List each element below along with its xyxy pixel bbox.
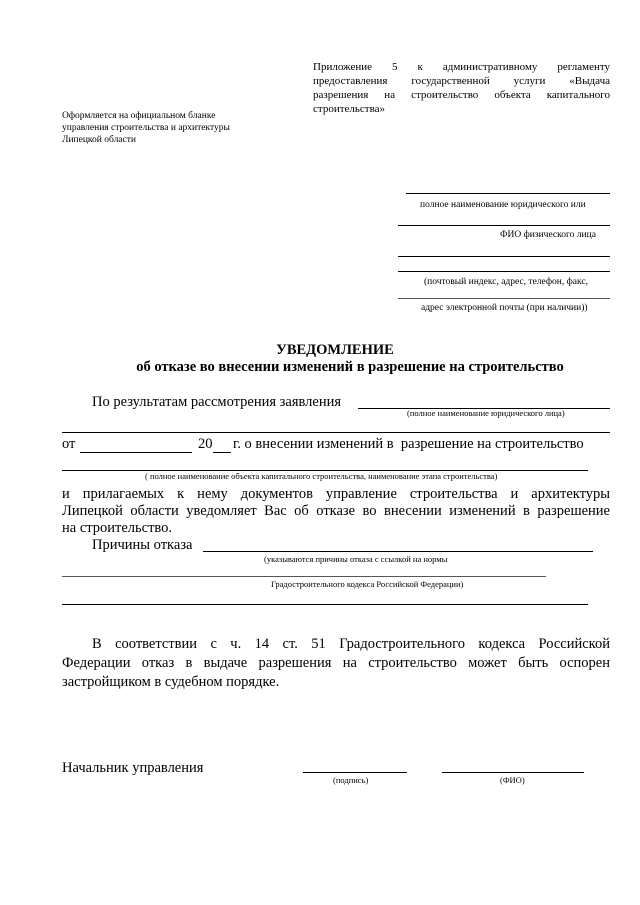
reasons-label: Причины отказа bbox=[92, 537, 193, 553]
signature-field-line bbox=[303, 772, 407, 773]
appendix-line-4: строительства» bbox=[313, 103, 386, 115]
appeal-line-3: застройщиком в судебном порядке. bbox=[62, 674, 280, 690]
paragraph-line-3: на строительство. bbox=[62, 520, 173, 536]
review-hint: (полное наименование юридического лица) bbox=[407, 408, 565, 418]
name-hint: (ФИО) bbox=[500, 775, 525, 785]
signature-hint: (подпись) bbox=[333, 775, 369, 785]
blank-note-line-2: управления строительства и архитектуры bbox=[62, 123, 230, 133]
paragraph-line-1: и прилагаемых к нему документов управление строительства и архитектуры bbox=[62, 486, 610, 502]
appendix-line-2: предоставления государственной услуги «Выдача bbox=[313, 75, 610, 87]
appendix-line-1: Приложение 5 к административному регламенту bbox=[313, 61, 610, 73]
addressee-line-5 bbox=[398, 298, 610, 299]
document-subtitle: об отказе во внесении изменений в разрешение на строительство bbox=[136, 359, 564, 375]
appeal-line-1: В соответствии с ч. 14 ст. 51 Градостроительного кодекса Российской bbox=[92, 636, 610, 652]
reasons-hint-2: Градостроительного кодекса Российской Федерации) bbox=[271, 579, 464, 589]
reasons-field-line-3 bbox=[62, 604, 588, 605]
appeal-line-2: Федерации отказ в выдаче разрешения на строительство может быть оспорен bbox=[62, 655, 610, 671]
addressee-line-2 bbox=[398, 225, 610, 226]
reasons-field-line-2 bbox=[62, 576, 546, 577]
position-label: Начальник управления bbox=[62, 760, 204, 776]
document-title: УВЕДОМЛЕНИЕ bbox=[276, 342, 394, 358]
addressee-line-4 bbox=[398, 271, 610, 272]
reasons-field-line bbox=[203, 551, 593, 552]
addressee-hint-3: (почтовый индекс, адрес, телефон, факс, bbox=[424, 277, 588, 287]
object-hint: ( полное наименование объекта капитального строительства, наименование этапа строительства) bbox=[145, 471, 498, 481]
year-suffix-text: г. о внесении изменений в разрешение на строительство bbox=[233, 436, 584, 452]
addressee-hint-2: ФИО физического лица bbox=[500, 230, 596, 240]
addressee-hint-1: полное наименование юридического или bbox=[420, 200, 586, 210]
year-field-line bbox=[213, 452, 231, 453]
addressee-line-3 bbox=[398, 256, 610, 257]
appendix-line-3: разрешения на строительство объекта капитального bbox=[313, 89, 610, 101]
applicant-field-line-2 bbox=[62, 432, 610, 433]
reasons-hint-1: (указываются причины отказа с ссылкой на нормы bbox=[264, 554, 448, 564]
addressee-line-1 bbox=[406, 193, 610, 194]
year-prefix: 20 bbox=[198, 436, 213, 452]
review-text: По результатам рассмотрения заявления bbox=[92, 394, 342, 410]
blank-note-line-1: Оформляется на официальном бланке bbox=[62, 111, 216, 121]
blank-note-line-3: Липецкой области bbox=[62, 135, 137, 145]
paragraph-line-2: Липецкой области уведомляет Вас об отказе во внесении изменений в разрешение bbox=[62, 503, 610, 519]
addressee-hint-4: адрес электронной почты (при наличии)) bbox=[421, 303, 588, 313]
name-field-line bbox=[442, 772, 584, 773]
date-field-line bbox=[80, 452, 192, 453]
from-label: от bbox=[62, 436, 76, 452]
